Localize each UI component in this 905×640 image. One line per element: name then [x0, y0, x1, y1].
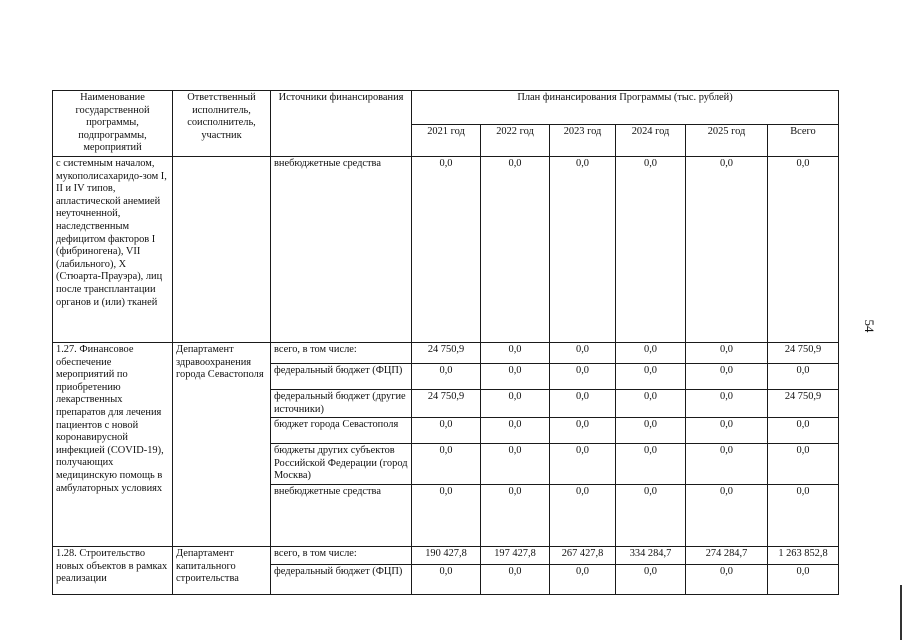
total-cell: 0,0: [768, 157, 839, 343]
source-cell: федеральный бюджет (другие источники): [271, 390, 412, 418]
total-cell: 24 750,9: [768, 343, 839, 364]
value-cell: 0,0: [481, 484, 550, 546]
value-cell: 0,0: [412, 444, 481, 485]
value-cell: 0,0: [481, 444, 550, 485]
value-cell: 0,0: [686, 418, 768, 444]
header-sources: Источники финансирования: [271, 91, 412, 157]
total-cell: 0,0: [768, 364, 839, 390]
value-cell: 0,0: [481, 418, 550, 444]
total-cell: 1 263 852,8: [768, 546, 839, 564]
value-cell: 0,0: [686, 484, 768, 546]
table-row: [53, 343, 839, 364]
value-cell: 0,0: [616, 390, 686, 418]
value-cell: 197 427,8: [481, 546, 550, 564]
source-cell: внебюджетные средства: [271, 484, 412, 546]
value-cell: 0,0: [616, 418, 686, 444]
source-cell: всего, в том числе:: [271, 343, 412, 364]
measure-name: с системным началом, мукополисахаридо-зом I, II и IV типов, апластической анемией неуточненной, наследственным дефицитом факторов I (фибриногена), VII (лабильного), X (Стюарта-Прауэра), лиц после трансплантации органов и (или) тканей: [53, 157, 173, 343]
financing-plan-table: [52, 90, 839, 595]
value-cell: 0,0: [412, 418, 481, 444]
page-number: 54: [862, 319, 877, 333]
value-cell: 0,0: [686, 157, 768, 343]
value-cell: 0,0: [550, 564, 616, 594]
source-cell: федеральный бюджет (ФЦП): [271, 364, 412, 390]
measure-name: 1.28. Строительство новых объектов в рамках реализации: [53, 546, 173, 594]
source-cell: внебюджетные средства: [271, 157, 412, 343]
total-cell: 0,0: [768, 418, 839, 444]
scan-edge-line: [900, 585, 902, 640]
source-cell: бюджет города Севастополя: [271, 418, 412, 444]
value-cell: 0,0: [481, 390, 550, 418]
executor-cell: [173, 157, 271, 343]
value-cell: 0,0: [616, 364, 686, 390]
value-cell: 0,0: [412, 564, 481, 594]
value-cell: 0,0: [686, 564, 768, 594]
table-row: [53, 157, 839, 343]
value-cell: 267 427,8: [550, 546, 616, 564]
value-cell: 0,0: [550, 343, 616, 364]
value-cell: 274 284,7: [686, 546, 768, 564]
value-cell: 190 427,8: [412, 546, 481, 564]
source-cell: бюджеты других субъектов Российской Федерации (город Москва): [271, 444, 412, 485]
value-cell: 0,0: [550, 364, 616, 390]
value-cell: 0,0: [412, 157, 481, 343]
value-cell: 0,0: [481, 364, 550, 390]
value-cell: 0,0: [481, 157, 550, 343]
executor-cell: Департамент здравоохранения города Севастополя: [173, 343, 271, 547]
value-cell: 0,0: [550, 484, 616, 546]
value-cell: 0,0: [616, 484, 686, 546]
value-cell: 0,0: [412, 484, 481, 546]
header-year: 2021 год: [412, 125, 481, 157]
value-cell: 0,0: [550, 390, 616, 418]
value-cell: 0,0: [616, 564, 686, 594]
executor-cell: Департамент капитального строительства: [173, 546, 271, 594]
measure-name: 1.27. Финансовое обеспечение мероприятий по приобретению лекарственных препаратов для лечения пациентов с новой коронавирусной инфекцией (COVID-19), получающих медицинскую помощь в амбулаторных условиях: [53, 343, 173, 547]
value-cell: 0,0: [550, 418, 616, 444]
header-row: [53, 91, 839, 125]
header-name: Наименование государственной программы, подпрограммы, мероприятий: [53, 91, 173, 157]
total-cell: 0,0: [768, 484, 839, 546]
value-cell: 0,0: [412, 364, 481, 390]
table-row: [53, 546, 839, 564]
header-year: 2023 год: [550, 125, 616, 157]
header-year: 2022 год: [481, 125, 550, 157]
header-executor: Ответственный исполнитель, соисполнитель, участник: [173, 91, 271, 157]
value-cell: 334 284,7: [616, 546, 686, 564]
value-cell: 0,0: [616, 343, 686, 364]
value-cell: 0,0: [481, 343, 550, 364]
value-cell: 0,0: [686, 364, 768, 390]
header-total: Всего: [768, 125, 839, 157]
value-cell: 0,0: [550, 157, 616, 343]
value-cell: 24 750,9: [412, 390, 481, 418]
value-cell: 0,0: [550, 444, 616, 485]
total-cell: 0,0: [768, 444, 839, 485]
total-cell: 0,0: [768, 564, 839, 594]
value-cell: 0,0: [481, 564, 550, 594]
value-cell: 0,0: [686, 390, 768, 418]
value-cell: 0,0: [686, 343, 768, 364]
header-year: 2024 год: [616, 125, 686, 157]
header-plan: План финансирования Программы (тыс. рублей): [412, 91, 839, 125]
total-cell: 24 750,9: [768, 390, 839, 418]
value-cell: 0,0: [686, 444, 768, 485]
source-cell: всего, в том числе:: [271, 546, 412, 564]
value-cell: 0,0: [616, 444, 686, 485]
value-cell: 24 750,9: [412, 343, 481, 364]
header-year: 2025 год: [686, 125, 768, 157]
value-cell: 0,0: [616, 157, 686, 343]
source-cell: федеральный бюджет (ФЦП): [271, 564, 412, 594]
